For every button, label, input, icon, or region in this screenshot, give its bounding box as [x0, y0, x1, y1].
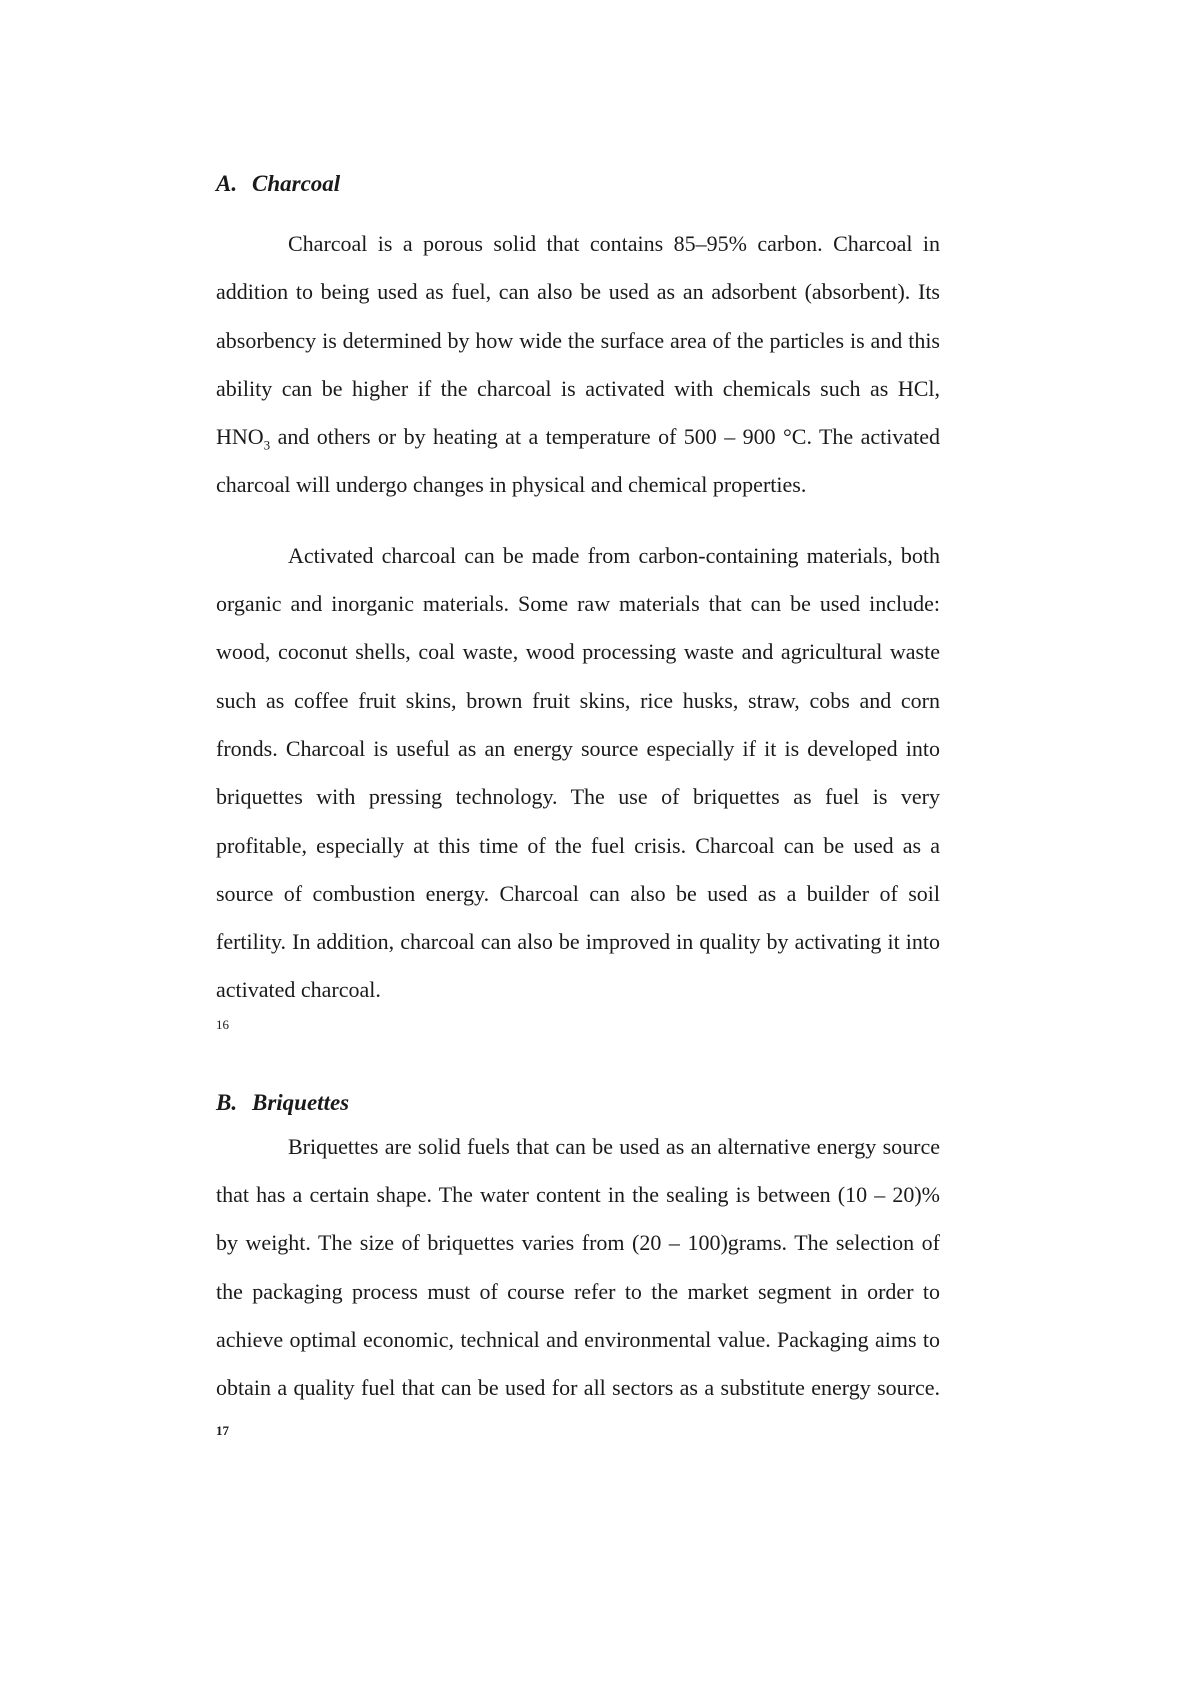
paragraph-briquettes-definition [216, 1123, 940, 1461]
paragraph-text: Charcoal is a porous solid that contains 85–95% carbon. Charcoal in addition to being used as fuel, can also be used as an adsorbent (absorbent). Its absorbency is determined by how wide the surface area of the particles is and this ability can be higher if the charcoal is activated with chemicals such as HCl, HNO [216, 231, 940, 450]
section-letter: B. [216, 1089, 238, 1115]
footnote-reference-17: 17 [216, 1422, 229, 1438]
section-title: Charcoal [252, 171, 341, 196]
page-content [216, 168, 940, 1461]
paragraph-activated-charcoal [216, 532, 940, 1015]
footnote-reference-16: 16 [216, 1016, 229, 1032]
paragraph-text: Briquettes are solid fuels that can be used as an alternative energy source that has a certain shape. The water content in the sealing is between (10 – 20)% by weight. The size of briquettes varies from (20 – 100)grams. The selection of the packaging process must of course refer to the market segment in order to achieve optimal economic, technical and environmental value. Packaging aims to obtain a quality fuel that can be used for all sectors as a substitute energy source. [216, 1133, 940, 1401]
paragraph-text-tail: and others or by heating at a temperature of 500 – 900 °C. The activated charcoal will undergo changes in physical and chemical properties. [216, 424, 940, 498]
section-heading-charcoal [216, 168, 940, 200]
section-letter: A. [216, 171, 238, 196]
section-heading-briquettes [216, 1087, 940, 1119]
paragraph-text: Activated charcoal can be made from carbon-containing materials, both organic and inorganic materials. Some raw materials that can be used include: wood, coconut shells, coal waste, wood processing waste and agricultural waste such as coffee fruit skins, brown fruit skins, rice husks, straw, cobs and corn fronds. Charcoal is useful as an energy source especially if it is developed into briquettes with pressing technology. The use of briquettes as fuel is very profitable, especially at this time of the fuel crisis. Charcoal can be used as a source of combustion energy. Charcoal can also be used as a builder of soil fertility. In addition, charcoal can also be improved in quality by activating it into activated charcoal. [216, 542, 940, 1003]
section-charcoal [216, 168, 940, 1035]
subscript-3: 3 [263, 437, 271, 453]
section-briquettes [216, 1087, 940, 1461]
section-title: Briquettes [252, 1089, 350, 1115]
paragraph-charcoal-definition [216, 220, 940, 510]
